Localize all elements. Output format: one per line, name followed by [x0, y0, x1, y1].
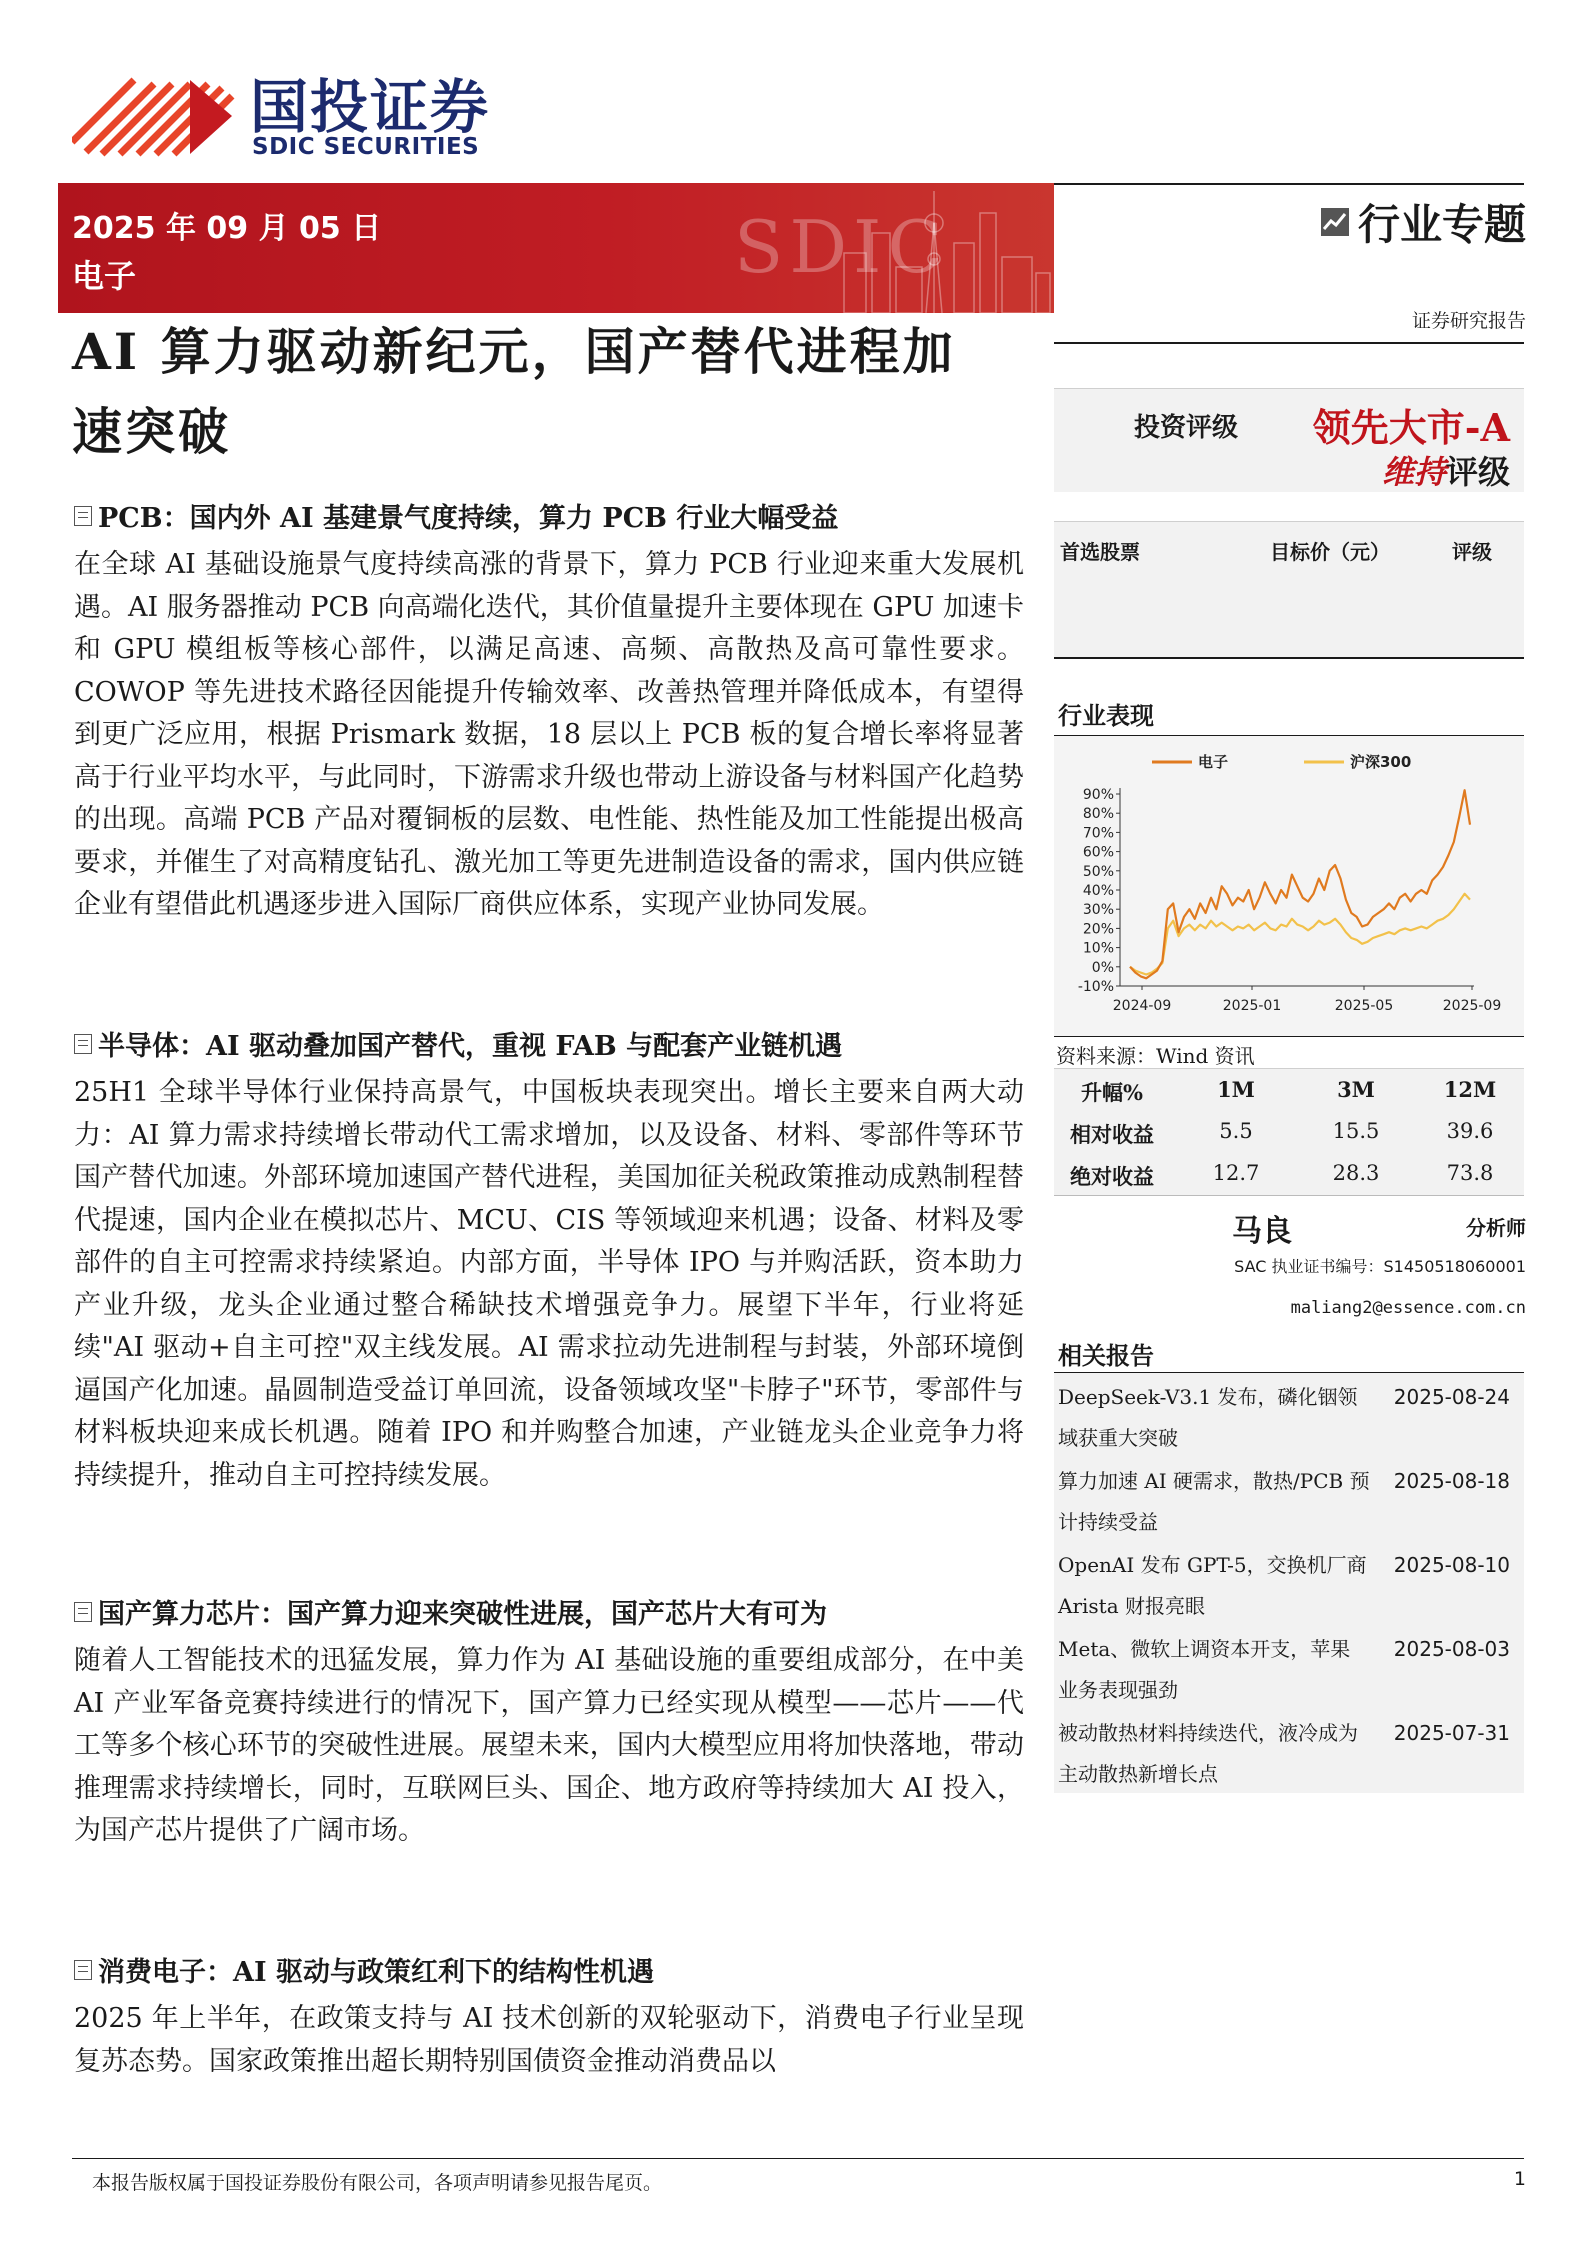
related-reports-title: 相关报告 [1058, 1341, 1154, 1370]
stock-col-header-stock: 首选股票 [1060, 540, 1140, 564]
perf-cell: 28.3 [1332, 1161, 1380, 1185]
right-column-top-rule [1054, 183, 1524, 185]
analyst-name: 马良 [1232, 1214, 1292, 1249]
right-column-rule [1054, 342, 1524, 344]
rating-maintain-suffix: 评级 [1445, 453, 1510, 491]
trend-chart-icon [1320, 207, 1350, 237]
rating-maintain [1382, 447, 1510, 493]
related-report-date: 2025-07-31 [1393, 1721, 1510, 1745]
x-tick-label: 2025-09 [1442, 998, 1502, 1014]
y-tick-label: 90% [1082, 787, 1114, 803]
stock-col-header-rating: 评级 [1452, 540, 1492, 564]
y-tick-label: 50% [1082, 863, 1114, 880]
rating-maintain-word: 维持 [1381, 453, 1446, 491]
related-report-date: 2025-08-10 [1393, 1553, 1510, 1577]
logo-name-en: SDIC SECURITIES [252, 134, 480, 160]
list-icon [74, 506, 92, 526]
perf-cell: 12.7 [1212, 1161, 1260, 1185]
perf-cell: 73.8 [1446, 1161, 1494, 1185]
perf-header-1m: 1M [1217, 1077, 1255, 1102]
y-tick-label: 30% [1082, 902, 1114, 919]
chart-source: 资料来源：Wind 资讯 [1056, 1044, 1255, 1068]
section-heading-text: 消费电子：AI 驱动与政策红利下的结构性机遇 [98, 1957, 654, 1988]
report-date: 2025 年 09 月 05 日 [72, 211, 382, 246]
series-line-hs300 [1130, 894, 1470, 975]
section-heading-text: 半导体：AI 驱动叠加国产替代，重视 FAB 与配套产业链机遇 [98, 1031, 843, 1062]
report-title-line1: AI 算力驱动新纪元，国产替代进程加 [72, 322, 956, 381]
report-subtype: 证券研究报告 [1411, 310, 1526, 332]
y-tick-label: 70% [1082, 825, 1114, 842]
x-tick-label: 2025-01 [1222, 998, 1282, 1014]
analyst-email[interactable]: maliang2@essence.com.cn [1290, 1298, 1526, 1318]
section-heading-text: 国产算力芯片：国产算力迎来突破性进展，国产芯片大有可为 [98, 1599, 827, 1630]
report-title-line2: 速突破 [72, 402, 231, 461]
related-report-item[interactable] [1054, 1373, 1524, 1457]
chart-bottom-rule [1054, 1036, 1524, 1037]
preferred-stock-table [1054, 521, 1524, 659]
perf-row-label: 相对收益 [1070, 1122, 1154, 1147]
section-body-consumer-electronics: 2025 年上半年，在政策支持与 AI 技术创新的双轮驱动下，消费电子行业呈现复苏态势。国家政策推出超长期特别国债资金推动消费品以 [74, 2003, 1024, 2077]
section-heading-consumer-electronics [74, 1950, 654, 1989]
rating-label: 投资评级 [1134, 413, 1239, 443]
section-body-semiconductor: 25H1 全球半导体行业保持高景气，中国板块表现突出。增长主要来自两大动力：AI 算力需求持续增长带动代工需求增加，以及设备、材料、零部件等环节国产替代加速。外部环境加速国产替代进程，美国加征关税政策推动成熟制程替代提速，国内企业在模拟芯片、MCU、CIS 等领域迎来机遇；设备、材料及零部件的自主可控需求持续紧迫。内部方面，半导体 IPO 与并购活跃，资本助力产业升级，龙头企业通过整合稀缺技术增强竞争力。展望下半年，行业将延续"AI 驱动+自主可控"双主线发展。AI 需求拉动先进制程与封装，外部环境倒逼国产化加速。晶圆制造受益订单回流，设备领域攻坚"卡脖子"环节，零部件与材料板块迎来成长机遇。随着 IPO 和并购整合加速，产业链龙头企业竞争力将持续提升，推动自主可控持续发展。 [74, 1077, 1024, 1491]
y-tick-label: -10% [1077, 979, 1114, 995]
y-tick-label: 10% [1082, 940, 1114, 957]
y-tick-label: 40% [1082, 883, 1114, 899]
related-report-title: OpenAI 发布 GPT-5，交换机厂商 Arista 财报亮眼 [1058, 1553, 1367, 1618]
performance-title: 行业表现 [1058, 701, 1154, 730]
section-heading-text: PCB：国内外 AI 基建景气度持续，算力 PCB 行业大幅受益 [98, 503, 839, 534]
industry-performance-chart [1054, 736, 1524, 1036]
series-line-electronics [1130, 790, 1470, 978]
report-title [72, 312, 1062, 472]
list-icon [74, 1034, 92, 1054]
related-report-title: DeepSeek-V3.1 发布，磷化铟领域获重大突破 [1058, 1385, 1358, 1450]
footer-disclaimer: 本报告版权属于国投证券股份有限公司，各项声明请参见报告尾页。 [92, 2172, 663, 2194]
analyst-role: 分析师 [1466, 1216, 1526, 1240]
banner-watermark: SDIC [734, 205, 949, 289]
section-body-ai-chips: 随着人工智能技术的迅猛发展，算力作为 AI 基础设施的重要组成部分，在中美 AI 产业军备竞赛持续进行的情况下，国产算力已经实现从模型——芯片——代工等多个核心环节的突破性进展。展望未来，国内大模型应用将加快落地，带动推理需求持续增长，同时，互联网巨头、国企、地方政府等持续加大 AI 投入，为国产芯片提供了广阔市场。 [74, 1645, 1024, 1846]
rating-value: 领先大市-A [1312, 405, 1510, 450]
perf-header-label: 升幅% [1081, 1080, 1143, 1105]
y-tick-label: 60% [1082, 844, 1114, 861]
logo-mark-icon [72, 72, 242, 158]
x-tick-label: 2025-05 [1334, 998, 1394, 1014]
performance-chart-svg [1054, 736, 1524, 1036]
perf-cell: 15.5 [1332, 1119, 1380, 1143]
perf-header-3m: 3M [1337, 1077, 1375, 1102]
legend-label: 电子 [1198, 753, 1229, 771]
related-report-date: 2025-08-18 [1393, 1469, 1510, 1493]
x-tick-label: 2024-09 [1112, 998, 1172, 1014]
section-heading-ai-chips [74, 1592, 827, 1631]
perf-row-label: 绝对收益 [1070, 1164, 1154, 1189]
legend-label: 沪深300 [1350, 753, 1412, 771]
section-body-pcb: 在全球 AI 基础设施景气度持续高涨的背景下，算力 PCB 行业迎来重大发展机遇。AI 服务器推动 PCB 向高端化迭代，其价值量提升主要体现在 GPU 加速卡和 GPU 模组板等核心部件，以满足高速、高频、高散热及高可靠性要求。COWOP 等先进技术路径因能提升传输效率、改善热管理并降低成本，有望得到更广泛应用，根据 Prismark 数据，18 层以上 PCB 板的复合增长率将显著高于行业平均水平，与此同时，下游需求升级也带动上游设备与材料国产化趋势的出现。高端 PCB 产品对覆铜板的层数、电性能、热性能及加工性能提出极高要求，并催生了对高精度钻孔、激光加工等更先进制造设备的需求，国内供应链企业有望借此机遇逐步进入国际厂商供应体系，实现产业协同发展。 [74, 549, 1024, 920]
page-number: 1 [1513, 2168, 1526, 2190]
perf-header-12m: 12M [1443, 1077, 1497, 1102]
perf-cell: 39.6 [1446, 1119, 1494, 1143]
y-tick-label: 20% [1082, 921, 1114, 938]
related-report-item[interactable] [1054, 1625, 1524, 1709]
investment-rating [1054, 388, 1524, 492]
report-type-label: 行业专题 [1357, 200, 1526, 249]
list-icon [74, 1602, 92, 1622]
performance-table [1054, 1068, 1524, 1196]
related-reports-list [1054, 1373, 1524, 1793]
y-tick-label: 0% [1091, 959, 1114, 976]
section-heading-semiconductor [74, 1024, 842, 1063]
footer-rule [72, 2158, 1524, 2159]
analyst-sac-number: SAC 执业证书编号：S1450518060001 [1234, 1257, 1526, 1276]
y-tick-label: 80% [1082, 806, 1114, 823]
related-report-title: 算力加速 AI 硬需求，散热/PCB 预计持续受益 [1058, 1469, 1370, 1534]
report-type [1320, 192, 1526, 252]
section-heading-pcb [74, 496, 838, 535]
stock-col-header-target: 目标价（元） [1270, 540, 1390, 564]
list-icon [74, 1960, 92, 1980]
logo-name-cn: 国投证券 [250, 73, 491, 141]
related-report-date: 2025-08-24 [1393, 1385, 1510, 1409]
related-report-title: 被动散热材料持续迭代，液冷成为主动散热新增长点 [1058, 1721, 1358, 1786]
header-banner [58, 183, 1054, 313]
related-report-item[interactable] [1054, 1709, 1524, 1793]
report-sector: 电子 [72, 257, 137, 295]
related-report-item[interactable] [1054, 1541, 1524, 1625]
company-logo [72, 72, 512, 162]
related-report-date: 2025-08-03 [1393, 1637, 1510, 1661]
related-report-title: Meta、微软上调资本开支，苹果业务表现强劲 [1058, 1637, 1351, 1702]
perf-cell: 5.5 [1219, 1119, 1253, 1143]
related-report-item[interactable] [1054, 1457, 1524, 1541]
